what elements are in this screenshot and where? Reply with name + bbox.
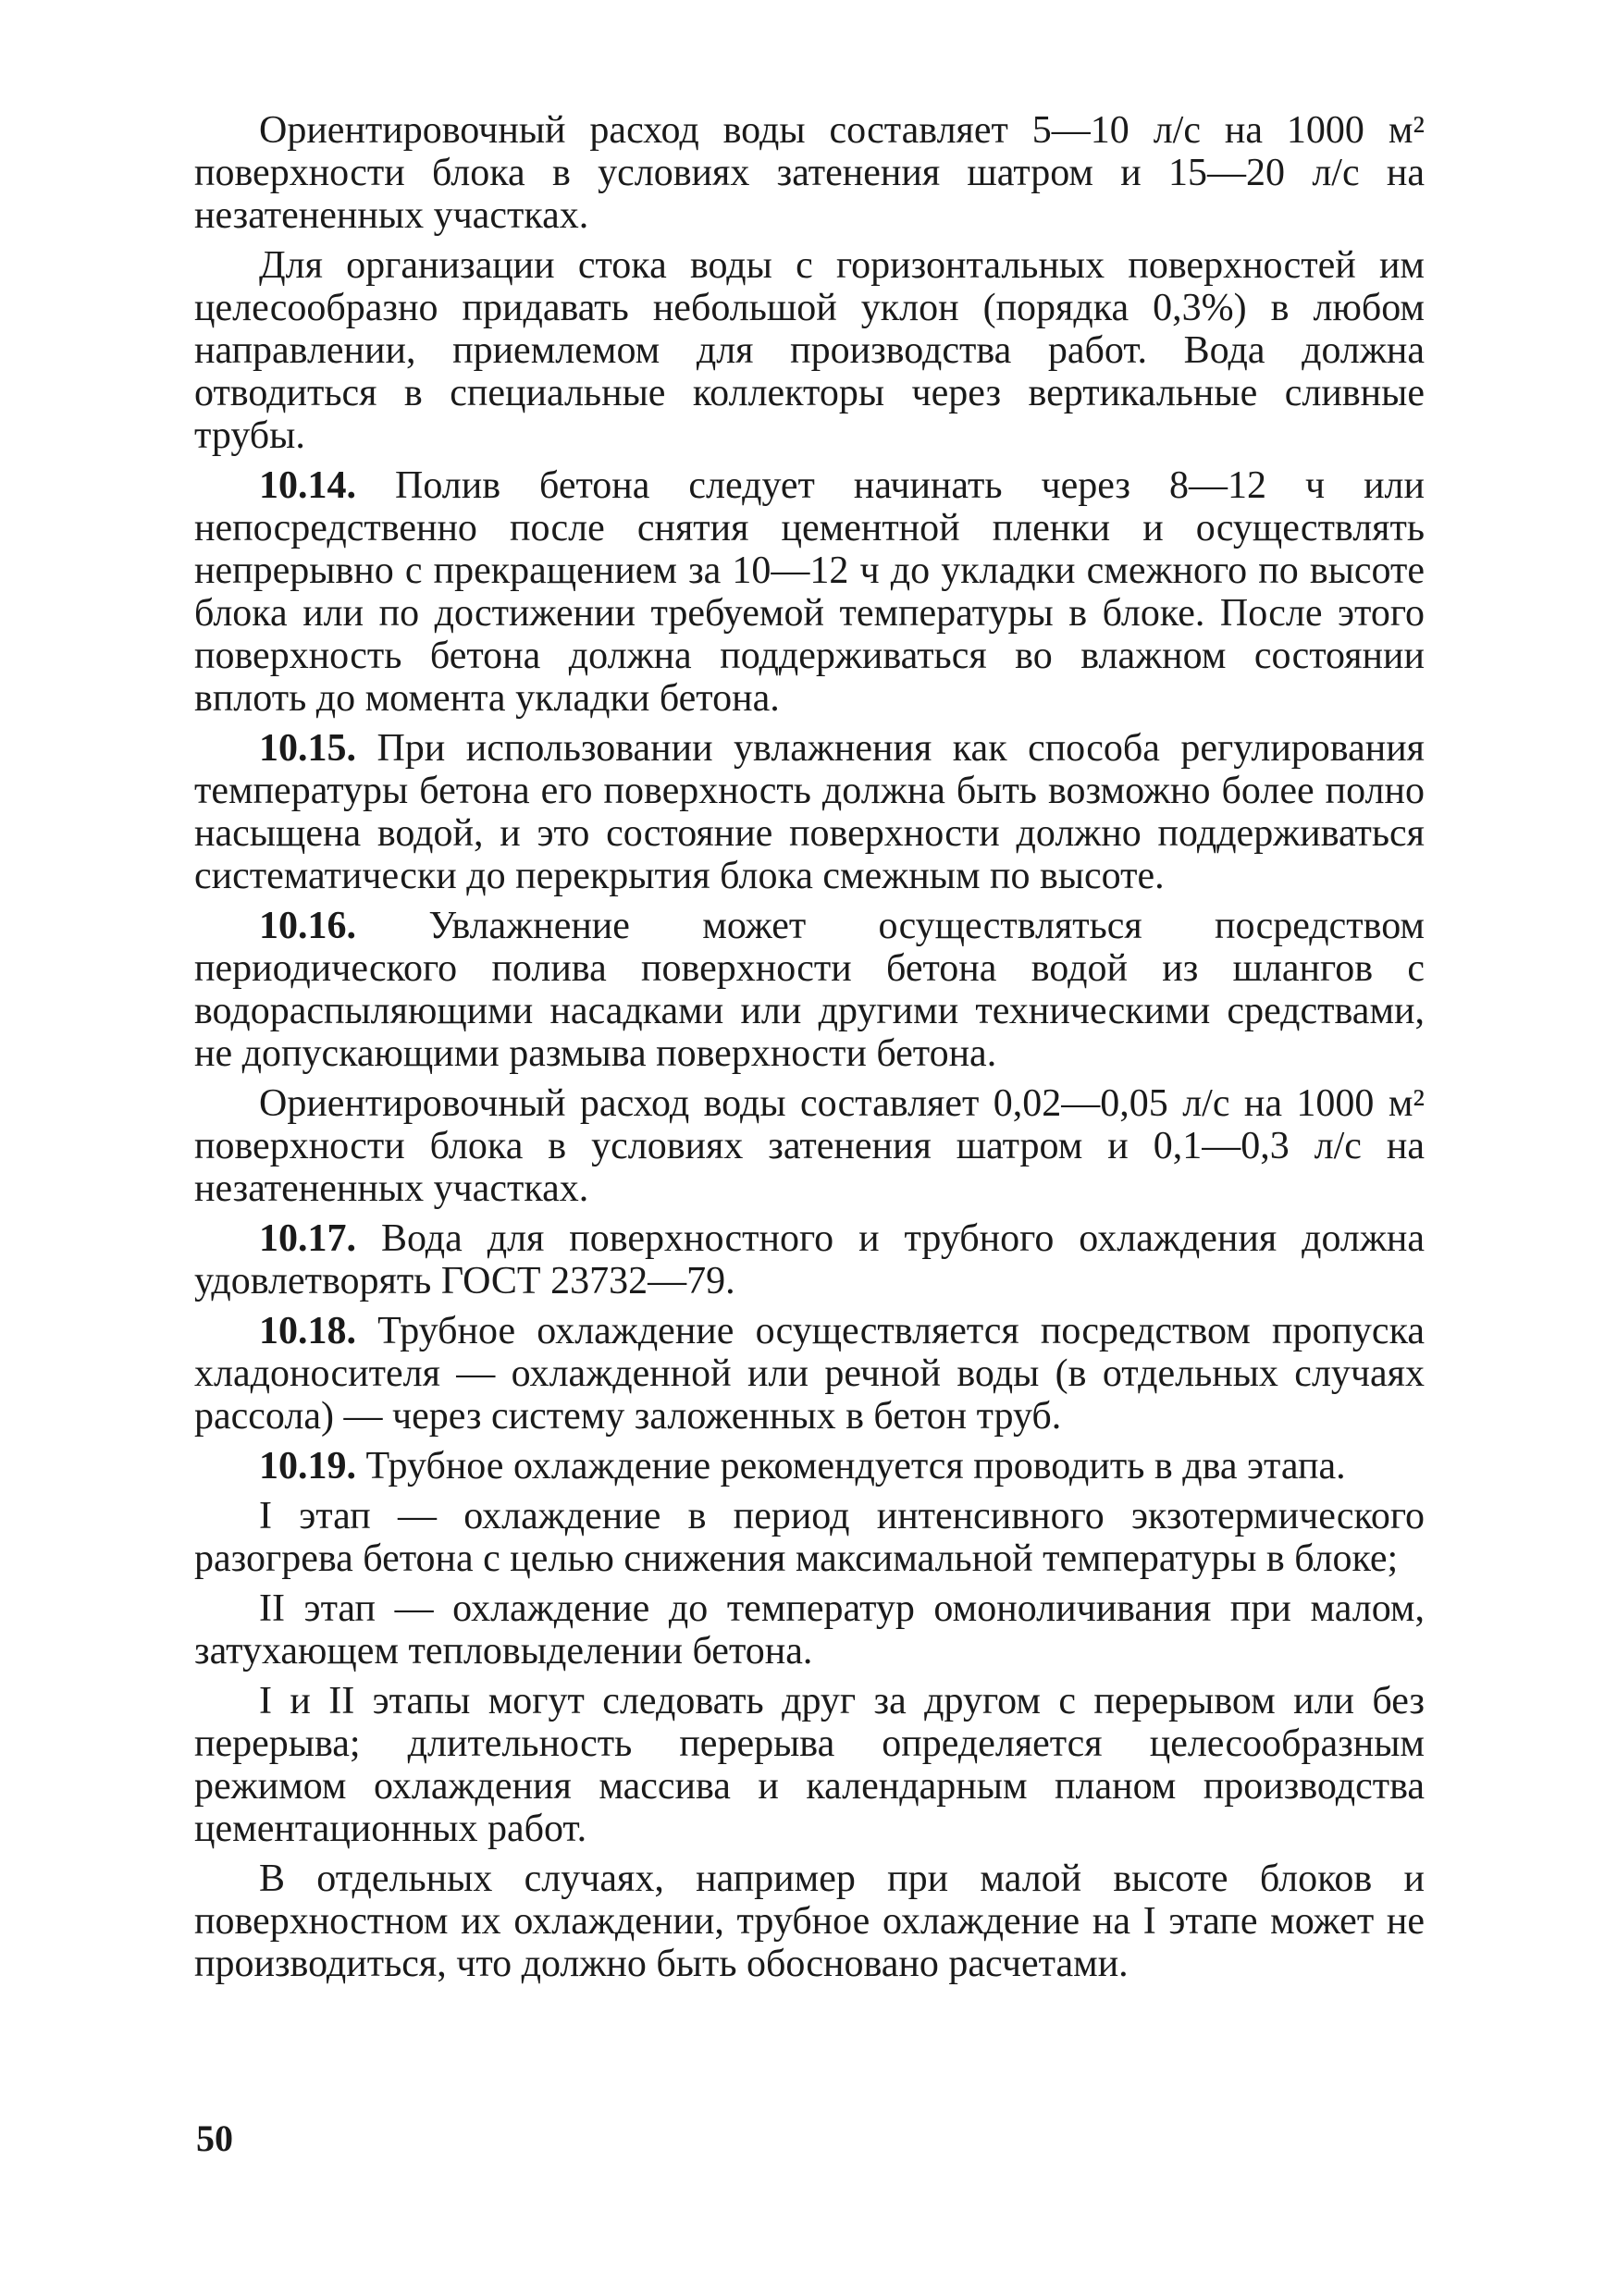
- paragraph-10-15: 10.15. При использовании увлажнения как способа регулирования температуры бетона его поверхность должна быть возможно более полно насыщена водой, и это состояние поверхности должно поддерживаться систематически до перекрытия блока смежным по высоте.: [194, 727, 1425, 897]
- page-number: 50: [196, 2117, 233, 2159]
- paragraph-10-14: 10.14. Полив бетона следует начинать через 8—12 ч или непосредственно после снятия цементной пленки и осуществлять непрерывно с прекращением за 10—12 ч до укладки смежного по высоте блока или по достижении требуемой температуры в блоке. После этого поверхность бетона должна поддерживаться во влажном состоянии вплоть до момента укладки бетона.: [194, 464, 1425, 720]
- section-number: 10.15.: [259, 727, 356, 770]
- section-number: 10.16.: [259, 905, 356, 947]
- document-page: [194, 109, 1425, 1993]
- paragraph: II этап — охлаждение до температур омоноличивания при малом, затухающем тепловыделении бетона.: [194, 1587, 1425, 1673]
- paragraph: В отдельных случаях, например при малой высоте блоков и поверхностном их охлаждении, трубное охлаждение на I этапе может не производиться, что должно быть обосновано расчетами.: [194, 1858, 1425, 1985]
- paragraph-10-18: 10.18. Трубное охлаждение осуществляется посредством пропуска хладоносителя — охлажденной или речной воды (в отдельных случаях рассола) — через систему заложенных в бетон труб.: [194, 1310, 1425, 1438]
- paragraph: Ориентировочный расход воды составляет 0,02—0,05 л/с на 1000 м² поверхности блока в условиях затенения шатром и 0,1—0,3 л/с на незатененных участках.: [194, 1082, 1425, 1210]
- paragraph: Ориентировочный расход воды составляет 5—10 л/с на 1000 м² поверхности блока в условиях затенения шатром и 15—20 л/с на незатененных участках.: [194, 109, 1425, 237]
- paragraph: Для организации стока воды с горизонтальных поверхностей им целесообразно придавать небольшой уклон (порядка 0,3%) в любом направлении, приемлемом для производства работ. Вода должна отводиться в специальные коллекторы через вертикальные сливные трубы.: [194, 244, 1425, 457]
- paragraph-10-17: 10.17. Вода для поверхностного и трубного охлаждения должна удовлетворять ГОСТ 23732—79.: [194, 1217, 1425, 1302]
- section-number: 10.19.: [259, 1445, 356, 1487]
- section-number: 10.18.: [259, 1310, 356, 1352]
- paragraph: I этап — охлаждение в период интенсивного экзотермического разогрева бетона с целью снижения максимальной температуры в блоке;: [194, 1495, 1425, 1580]
- section-number: 10.17.: [259, 1217, 356, 1260]
- paragraph: I и II этапы могут следовать друг за другом с перерывом или без перерыва; длительность перерыва определяется целесообразным режимом охлаждения массива и календарным планом производства цементационных работ.: [194, 1680, 1425, 1850]
- section-number: 10.14.: [259, 464, 356, 507]
- paragraph-10-19: 10.19. Трубное охлаждение рекомендуется проводить в два этапа.: [259, 1445, 1346, 1487]
- paragraph-10-16: 10.16. Увлажнение может осуществляться посредством периодического полива поверхности бетона водой из шлангов с водораспыляющими насадками или другими техническими средствами, не допускающими размыва поверхности бетона.: [194, 905, 1425, 1075]
